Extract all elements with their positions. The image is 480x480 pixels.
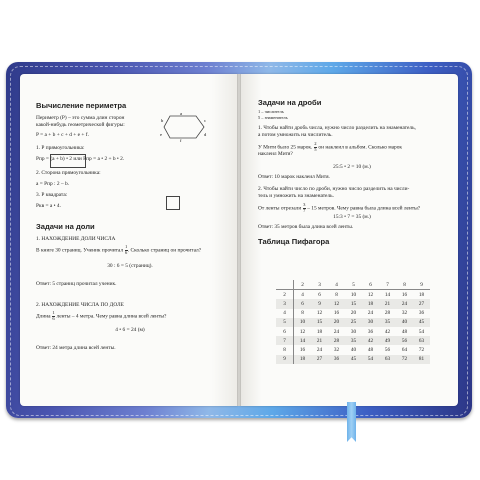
table-row-header-cell: 8 — [276, 345, 294, 354]
table-row-header-cell: 4 — [276, 309, 294, 318]
table-row-header-cell: 2 — [276, 290, 294, 300]
table-cell: 8 — [301, 310, 304, 317]
fractions-rule-2a: 2. Чтобы найти число по дроби, нужно число разделить на числи- — [258, 186, 410, 192]
shares-title: Задачи на доли — [36, 222, 95, 231]
table-row — [276, 336, 430, 345]
table-cell: 27 — [311, 355, 328, 364]
fractions-calc-2: 15:3 • 7 = 35 (м.) — [333, 214, 371, 220]
table-cell: 20 — [350, 310, 357, 317]
shares-problem-2 — [36, 311, 166, 321]
table-cell: 28 — [328, 336, 345, 345]
table-cell: 24 — [396, 299, 413, 308]
fractions-answer-2: Ответ: 35 метров была длина всей ленты. — [258, 224, 354, 230]
perimeter-item-2-formula: a = Pпр : 2 – b. — [36, 181, 70, 187]
table-cell: 21 — [379, 299, 396, 308]
table-cell: 30 — [362, 318, 379, 327]
shares-problem-1 — [36, 245, 201, 255]
table-cell: 25 — [345, 318, 362, 327]
table-header-cell: 7 — [379, 280, 396, 290]
perimeter-item-1-formula: Pпр = (a + b) • 2 или Pпр = a • 2 + b • 2. — [36, 156, 125, 162]
table-row-header-cell: 6 — [276, 327, 294, 336]
fraction-denominator: 6 — [125, 249, 128, 255]
table-header-cell: 5 — [345, 280, 362, 290]
table-header-cell: 3 — [311, 280, 328, 290]
fraction-numerator: 1 — [52, 310, 55, 315]
table-header-cell: 4 — [328, 280, 345, 290]
table-header-cell: 2 — [294, 280, 312, 290]
perimeter-item-3: 3. Р квадрата: — [36, 192, 68, 198]
hex-label-f: f — [180, 138, 182, 142]
table-header-cell — [276, 280, 294, 290]
fractions-example-1-text-a: У Мити было 25 марок. — [258, 144, 313, 151]
hexagon-figure — [160, 112, 212, 142]
table-cell: 54 — [418, 328, 425, 335]
table-row — [276, 345, 430, 354]
table-cell: 36 — [367, 328, 374, 335]
table-cell: 48 — [401, 328, 408, 335]
hex-label-c: c — [204, 118, 206, 123]
perimeter-intro-2: какой-нибудь геометрической фигуры: — [36, 122, 125, 128]
fractions-calc-1: 25:5 • 2 = 10 (м.) — [333, 164, 371, 170]
hex-label-a: a — [180, 112, 182, 116]
table-cell: 12 — [299, 328, 306, 335]
bookmark-ribbon[interactable] — [347, 402, 356, 442]
fractions-example-1-text-b: он наклеил в альбом. Сколько марок — [318, 144, 403, 151]
table-cell: 18 — [316, 328, 323, 335]
table-cell: 36 — [418, 310, 425, 317]
hex-label-d: d — [204, 132, 207, 137]
shares-answer-2: Ответ: 24 метра длина всей ленты. — [36, 345, 116, 351]
table-cell: 6 — [318, 291, 321, 298]
shares-section-2: 2. НАХОЖДЕНИЕ ЧИСЛА ПО ДОЛЕ — [36, 302, 124, 308]
fractions-example-2-text-b: – 15 метров. Чему равна была длина всей ленты? — [307, 205, 421, 212]
square-figure — [166, 196, 180, 210]
fractions-rule-1a: 1. Чтобы найти дробь числа, нужно число разделить на знаменатель, — [258, 125, 416, 131]
table-cell: 18 — [294, 355, 312, 364]
table-row — [276, 290, 430, 300]
table-row — [276, 309, 430, 318]
table-cell: 27 — [413, 299, 430, 308]
fraction-legend-numerator: 1 – числитель — [258, 109, 284, 114]
fractions-example-1c: наклеил Митя? — [258, 151, 293, 157]
perimeter-intro-1: Периметр (Р) – это сумма длин сторон — [36, 115, 125, 121]
table-cell: 72 — [418, 346, 425, 353]
table-cell: 18 — [418, 291, 425, 298]
table-row — [276, 318, 430, 327]
table-cell: 42 — [362, 336, 379, 345]
fractions-title: Задачи на дроби — [258, 98, 322, 107]
table-header-cell: 9 — [413, 280, 430, 290]
table-cell: 9 — [311, 299, 328, 308]
perimeter-item-3-formula: Pкв = a • 4. — [36, 203, 61, 209]
fractions-example-2-text-a: От ленты отрезали — [258, 205, 302, 212]
fraction — [303, 203, 306, 213]
table-row-header-cell: 5 — [276, 318, 294, 327]
pythagoras-title: Таблица Пифагора — [258, 237, 330, 246]
fraction — [52, 311, 55, 321]
table-cell: 15 — [345, 299, 362, 308]
table-cell: 10 — [294, 318, 312, 327]
hex-label-e: e — [160, 132, 162, 137]
table-cell: 63 — [413, 336, 430, 345]
table-cell: 24 — [333, 328, 340, 335]
table-row — [276, 327, 430, 336]
fractions-example-2 — [258, 203, 420, 213]
table-cell: 72 — [396, 355, 413, 364]
fractions-rule-1b: а потом умножить на числитель. — [258, 132, 333, 138]
shares-calc-1: 30 : 6 = 5 (страниц). — [107, 263, 153, 269]
table-cell: 14 — [384, 291, 391, 298]
shares-problem-1-text-a: В книге 30 страниц. Ученик прочитал — [36, 247, 124, 254]
table-cell: 56 — [384, 346, 391, 353]
fractions-rule-2b: тель и умножить на знаменатель. — [258, 193, 334, 199]
table-cell: 16 — [299, 346, 306, 353]
table-cell: 15 — [311, 318, 328, 327]
table-row-header-cell: 9 — [276, 355, 294, 364]
hex-label-b: b — [161, 118, 164, 123]
table-cell: 12 — [367, 291, 374, 298]
fractions-answer-1: Ответ: 10 марок наклеил Митя. — [258, 174, 330, 180]
fraction-denominator: 5 — [314, 146, 317, 152]
fraction-numerator: 1 — [125, 244, 128, 249]
shares-problem-2-text-a: Длина — [36, 313, 51, 320]
table-cell: 35 — [379, 318, 396, 327]
table-header-cell: 6 — [362, 280, 379, 290]
table-cell: 12 — [328, 299, 345, 308]
fraction-denominator: 6 — [52, 315, 55, 321]
table-cell: 12 — [316, 310, 323, 317]
table-row — [276, 355, 430, 364]
perimeter-formula: P = a + b + c + d + e + f. — [36, 132, 89, 138]
table-cell: 40 — [350, 346, 357, 353]
table-header-row — [276, 280, 430, 290]
table-row-header-cell: 7 — [276, 336, 294, 345]
fraction-numerator: 2 — [314, 141, 317, 146]
table-cell: 56 — [396, 336, 413, 345]
shares-section-1: 1. НАХОЖДЕНИЕ ДОЛИ ЧИСЛА — [36, 236, 116, 242]
table-cell: 45 — [413, 318, 430, 327]
table-cell: 14 — [294, 336, 312, 345]
fraction — [314, 142, 317, 152]
table-cell: 16 — [333, 310, 340, 317]
table-cell: 28 — [384, 310, 391, 317]
table-cell: 42 — [384, 328, 391, 335]
fraction-numerator: 3 — [303, 202, 306, 207]
table-cell: 30 — [350, 328, 357, 335]
table-cell: 4 — [301, 291, 304, 298]
perimeter-title: Вычисление периметра — [36, 101, 127, 110]
shares-answer-1: Ответ: 5 страниц прочитал ученик. — [36, 281, 117, 287]
table-row — [276, 299, 430, 308]
page-gutter — [237, 74, 241, 406]
table-cell: 10 — [350, 291, 357, 298]
shares-problem-2-text-b: ленты – 4 метра. Чему равна длина всей ленты? — [56, 313, 167, 320]
table-cell: 40 — [396, 318, 413, 327]
table-header-cell: 8 — [396, 280, 413, 290]
table-cell: 48 — [367, 346, 374, 353]
table-cell: 35 — [345, 336, 362, 345]
shares-problem-1-text-b: . Сколько страниц он прочитал? — [127, 247, 202, 254]
perimeter-item-2: 2. Сторона прямоугольника: — [36, 170, 101, 176]
table-cell: 49 — [379, 336, 396, 345]
table-cell: 20 — [328, 318, 345, 327]
table-cell: 24 — [316, 346, 323, 353]
table-cell: 18 — [362, 299, 379, 308]
table-cell: 24 — [367, 310, 374, 317]
table-cell: 32 — [401, 310, 408, 317]
perimeter-item-1: 1. Р прямоугольника: — [36, 145, 85, 151]
table-row-header-cell: 3 — [276, 299, 294, 308]
table-cell: 63 — [379, 355, 396, 364]
fraction-legend-denominator: 5 – знаменатель — [258, 115, 288, 120]
table-cell: 45 — [345, 355, 362, 364]
table-cell: 36 — [328, 355, 345, 364]
table-cell: 64 — [401, 346, 408, 353]
shares-calc-2: 4 • 6 = 24 (м) — [115, 327, 145, 333]
table-cell: 16 — [401, 291, 408, 298]
pythagoras-table — [276, 280, 430, 364]
table-cell: 8 — [335, 291, 338, 298]
table-cell: 32 — [333, 346, 340, 353]
table-cell: 54 — [362, 355, 379, 364]
table-cell: 81 — [413, 355, 430, 364]
table-cell: 6 — [294, 299, 312, 308]
fraction-denominator: 7 — [303, 207, 306, 213]
table-cell: 21 — [311, 336, 328, 345]
